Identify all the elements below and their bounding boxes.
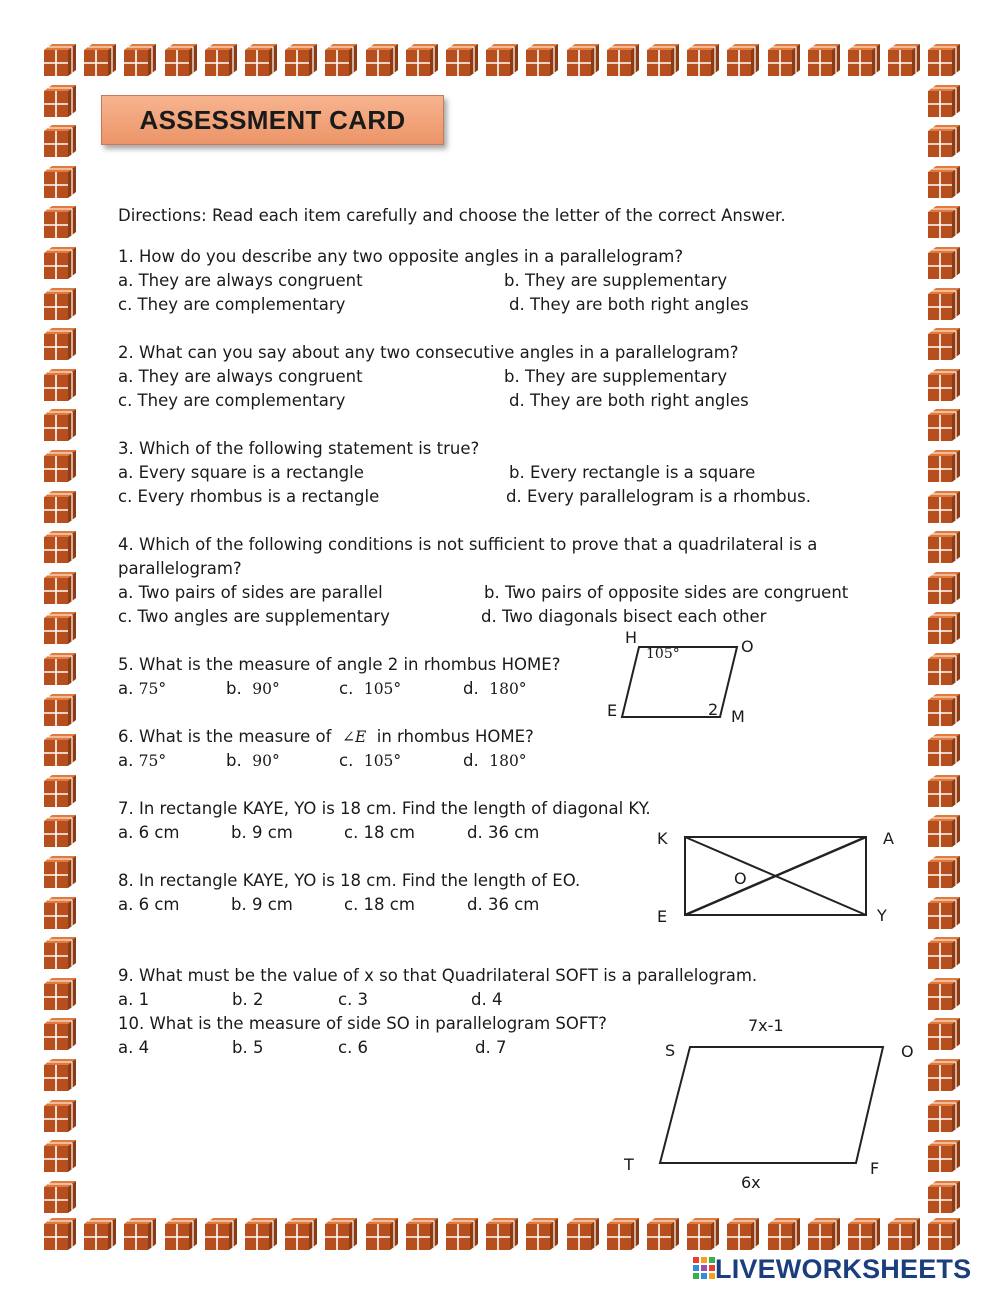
q1-choice-b[interactable]: b. They are supplementary (504, 271, 728, 290)
q10-choice-b[interactable]: b. 5 (232, 1038, 264, 1057)
brick-border-tile (928, 775, 960, 807)
brick-border-tile (808, 44, 840, 76)
brick-border-tile (44, 572, 76, 604)
brick-border-tile (325, 44, 357, 76)
brick-border-tile (848, 1218, 880, 1250)
question-5: 5. What is the measure of angle 2 in rhombus HOME? (118, 655, 561, 674)
q2-choice-a[interactable]: a. They are always congruent (118, 367, 363, 386)
q8-choice-d[interactable]: d. 36 cm (467, 895, 540, 914)
rhombus-angle-2: 2 (708, 700, 719, 719)
brick-border-tile (928, 369, 960, 401)
parallelogram-soft-figure (650, 1040, 895, 1170)
brick-border-tile (928, 612, 960, 644)
q1-choice-d[interactable]: d. They are both right angles (509, 295, 749, 314)
brick-border-tile (928, 653, 960, 685)
brick-border-tile (928, 572, 960, 604)
brick-border-tile (205, 1218, 237, 1250)
rectangle-kaye-figure (680, 832, 875, 922)
q2-choice-d[interactable]: d. They are both right angles (509, 391, 749, 410)
rhombus-label-e: E (607, 701, 618, 720)
brick-border-tile (727, 44, 759, 76)
brick-border-tile (44, 369, 76, 401)
brick-border-tile (165, 44, 197, 76)
brick-border-tile (928, 856, 960, 888)
brick-border-tile (607, 1218, 639, 1250)
rhombus-angle-105: 105° (646, 646, 680, 662)
q5-choice-b[interactable]: b. 90° (226, 679, 280, 698)
q6-choice-d[interactable]: d. 180° (463, 751, 527, 770)
q6-choice-c[interactable]: c. 105° (339, 751, 402, 770)
question-4-cont: parallelogram? (118, 559, 242, 578)
brick-border-tile (84, 44, 116, 76)
brick-border-tile (124, 44, 156, 76)
brick-border-tile (44, 1181, 76, 1213)
brick-border-tile (44, 1018, 76, 1050)
brick-border-tile (124, 1218, 156, 1250)
q4-choice-c[interactable]: c. Two angles are supplementary (118, 607, 390, 626)
q3-choice-a[interactable]: a. Every square is a rectangle (118, 463, 364, 482)
liveworksheets-logo-text: LIVEWORKSHEETS (715, 1253, 972, 1284)
brick-border-tile (44, 85, 76, 117)
q4-choice-b[interactable]: b. Two pairs of opposite sides are congruent (484, 583, 849, 602)
brick-border-tile (607, 44, 639, 76)
q3-choice-c[interactable]: c. Every rhombus is a rectangle (118, 487, 380, 506)
brick-border-tile (928, 125, 960, 157)
brick-border-tile (567, 44, 599, 76)
brick-border-tile (44, 694, 76, 726)
brick-border-tile (768, 1218, 800, 1250)
parallelogram-shape (660, 1047, 883, 1163)
brick-border-tile (44, 491, 76, 523)
brick-border-tile (928, 694, 960, 726)
brick-border-tile (285, 44, 317, 76)
brick-border-tile (44, 1100, 76, 1132)
brick-border-tile (526, 44, 558, 76)
liveworksheets-logo[interactable] (693, 1254, 971, 1284)
brick-border-tile (44, 612, 76, 644)
brick-border-tile (687, 1218, 719, 1250)
q9-choice-a[interactable]: a. 1 (118, 990, 150, 1009)
parallelogram-label-t: T (624, 1155, 634, 1174)
brick-border-tile (44, 206, 76, 238)
brick-border-tile (928, 978, 960, 1010)
brick-border-tile (44, 978, 76, 1010)
brick-border-tile (928, 1218, 960, 1250)
brick-border-tile (84, 1218, 116, 1250)
brick-border-tile (928, 815, 960, 847)
brick-border-tile (928, 450, 960, 482)
brick-border-tile (928, 85, 960, 117)
rhombus-label-h: H (625, 628, 638, 647)
brick-border-tile (928, 409, 960, 441)
brick-border-tile (406, 1218, 438, 1250)
q10-choice-c[interactable]: c. 6 (338, 1038, 369, 1057)
brick-border-tile (285, 1218, 317, 1250)
q4-choice-d[interactable]: d. Two diagonals bisect each other (481, 607, 767, 626)
q4-choice-a[interactable]: a. Two pairs of sides are parallel (118, 583, 383, 602)
brick-border-tile (44, 1140, 76, 1172)
brick-border-tile (808, 1218, 840, 1250)
q5-choice-d[interactable]: d. 180° (463, 679, 527, 698)
q7-choice-c[interactable]: c. 18 cm (344, 823, 415, 842)
brick-border-tile (44, 531, 76, 563)
brick-border-tile (44, 815, 76, 847)
brick-border-tile (406, 44, 438, 76)
brick-border-tile (768, 44, 800, 76)
page-title: ASSESSMENT CARD (139, 104, 406, 135)
q5-choice-a[interactable]: a. 75° (118, 679, 167, 698)
q2-choice-c[interactable]: c. They are complementary (118, 391, 346, 410)
q3-choice-b[interactable]: b. Every rectangle is a square (509, 463, 756, 482)
q9-choice-b[interactable]: b. 2 (232, 990, 264, 1009)
rectangle-label-y: Y (877, 906, 887, 925)
brick-border-tile (486, 44, 518, 76)
question-2: 2. What can you say about any two consecutive angles in a parallelogram? (118, 343, 739, 362)
rectangle-label-o: O (734, 869, 747, 888)
brick-border-tile (928, 1018, 960, 1050)
brick-border-tile (44, 856, 76, 888)
brick-border-tile (928, 1059, 960, 1091)
side-tf-label: 6x (741, 1173, 761, 1192)
liveworksheets-logo-icon (693, 1257, 715, 1281)
brick-border-tile (727, 1218, 759, 1250)
brick-border-tile (567, 1218, 599, 1250)
brick-border-tile (647, 1218, 679, 1250)
q8-choice-c[interactable]: c. 18 cm (344, 895, 415, 914)
brick-border-tile (44, 450, 76, 482)
side-so-label: 7x-1 (748, 1016, 784, 1035)
brick-border-tile (928, 491, 960, 523)
q2-choice-b[interactable]: b. They are supplementary (504, 367, 728, 386)
q9-choice-c[interactable]: c. 3 (338, 990, 369, 1009)
q9-choice-d[interactable]: d. 4 (471, 990, 503, 1009)
brick-border-tile (44, 125, 76, 157)
brick-border-tile (44, 897, 76, 929)
brick-border-tile (647, 44, 679, 76)
brick-border-tile (44, 937, 76, 969)
brick-border-tile (928, 288, 960, 320)
parallelogram-label-o: O (901, 1042, 914, 1061)
brick-border-tile (44, 775, 76, 807)
brick-border-tile (928, 328, 960, 360)
brick-border-tile (526, 1218, 558, 1250)
directions: Directions: Read each item carefully and choose the letter of the correct Answer. (118, 206, 786, 225)
question-1: 1. How do you describe any two opposite angles in a parallelogram? (118, 247, 684, 266)
parallelogram-label-s: S (665, 1041, 676, 1060)
brick-border-tile (848, 44, 880, 76)
rectangle-label-a: A (883, 829, 894, 848)
brick-border-tile (366, 44, 398, 76)
title-banner (101, 95, 444, 145)
brick-border-tile (44, 247, 76, 279)
brick-border-tile (44, 653, 76, 685)
rectangle-label-k: K (657, 829, 668, 848)
q8-choice-a[interactable]: a. 6 cm (118, 895, 180, 914)
brick-border-tile (928, 897, 960, 929)
brick-border-tile (928, 166, 960, 198)
q7-choice-b[interactable]: b. 9 cm (231, 823, 293, 842)
question-8: 8. In rectangle KAYE, YO is 18 cm. Find the length of EO. (118, 871, 581, 890)
question-10: 10. What is the measure of side SO in parallelogram SOFT? (118, 1014, 607, 1033)
brick-border-tile (687, 44, 719, 76)
brick-border-tile (928, 247, 960, 279)
brick-border-tile (44, 734, 76, 766)
brick-border-tile (366, 1218, 398, 1250)
brick-border-tile (44, 44, 76, 76)
q1-choice-c[interactable]: c. They are complementary (118, 295, 346, 314)
rectangle-label-e: E (657, 907, 668, 926)
brick-border-tile (928, 44, 960, 76)
brick-border-tile (205, 44, 237, 76)
question-3: 3. Which of the following statement is true? (118, 439, 480, 458)
q6-choice-b[interactable]: b. 90° (226, 751, 280, 770)
brick-border-tile (325, 1218, 357, 1250)
brick-border-tile (888, 44, 920, 76)
brick-border-tile (928, 206, 960, 238)
q7-choice-a[interactable]: a. 6 cm (118, 823, 180, 842)
rhombus-label-o: O (741, 637, 754, 656)
brick-border-tile (44, 328, 76, 360)
brick-border-tile (486, 1218, 518, 1250)
q7-choice-d[interactable]: d. 36 cm (467, 823, 540, 842)
brick-border-tile (928, 1100, 960, 1132)
q8-choice-b[interactable]: b. 9 cm (231, 895, 293, 914)
brick-border-tile (928, 937, 960, 969)
brick-border-tile (928, 1181, 960, 1213)
brick-border-tile (245, 44, 277, 76)
brick-border-tile (928, 734, 960, 766)
parallelogram-label-f: F (870, 1159, 880, 1178)
brick-border-tile (44, 166, 76, 198)
brick-border-tile (446, 44, 478, 76)
q10-choice-d[interactable]: d. 7 (475, 1038, 507, 1057)
q6-choice-a[interactable]: a. 75° (118, 751, 167, 770)
question-7: 7. In rectangle KAYE, YO is 18 cm. Find the length of diagonal KY. (118, 799, 651, 818)
q3-choice-d[interactable]: d. Every parallelogram is a rhombus. (506, 487, 811, 506)
brick-border-tile (44, 1218, 76, 1250)
q10-choice-a[interactable]: a. 4 (118, 1038, 150, 1057)
q5-choice-c[interactable]: c. 105° (339, 679, 402, 698)
brick-border-tile (165, 1218, 197, 1250)
question-4: 4. Which of the following conditions is not sufficient to prove that a quadrilateral is a (118, 535, 818, 554)
brick-border-tile (44, 288, 76, 320)
brick-border-tile (928, 1140, 960, 1172)
q1-choice-a[interactable]: a. They are always congruent (118, 271, 363, 290)
brick-border-tile (245, 1218, 277, 1250)
brick-border-tile (888, 1218, 920, 1250)
brick-border-tile (44, 1059, 76, 1091)
brick-border-tile (928, 531, 960, 563)
rhombus-label-m: M (731, 707, 745, 726)
brick-border-tile (44, 409, 76, 441)
question-9: 9. What must be the value of x so that Quadrilateral SOFT is a parallelogram. (118, 966, 758, 985)
question-6: 6. What is the measure of ∠E in rhombus HOME? (118, 727, 534, 746)
brick-border-tile (446, 1218, 478, 1250)
